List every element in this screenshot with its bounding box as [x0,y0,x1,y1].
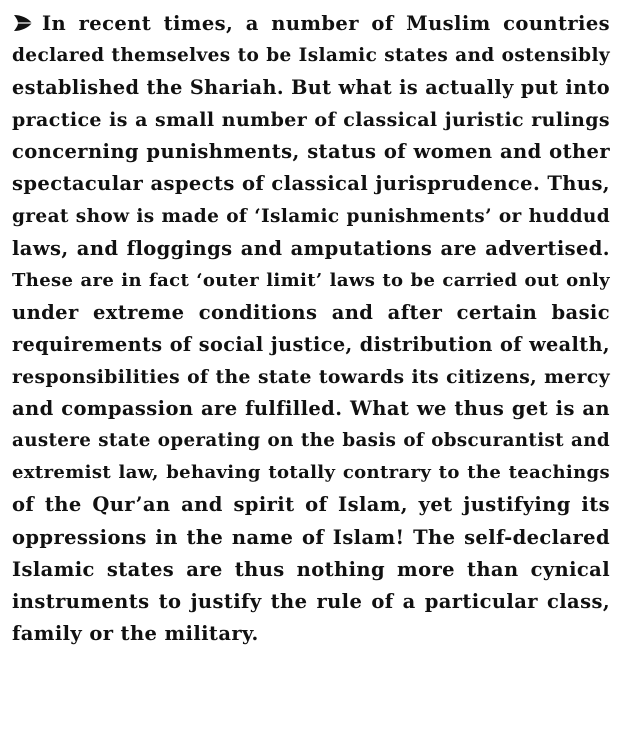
text-line: under extreme conditions and after certain basic [12,300,610,324]
text-line [12,8,610,40]
text-line: family or the military. [12,621,259,645]
text-line: of the Qur’an and spirit of Islam, yet justifying its [12,493,610,517]
text-line: practice is a small number of classical juristic rulings [12,109,610,132]
text-line: laws, and floggings and amputations are advertised. [12,236,610,260]
text-line: These are in fact ‘outer limit’ laws to be carried out only [12,269,610,291]
text-line: oppressions in the name of Islam! The self-declared [12,525,610,549]
text-line: concerning punishments, status of women and other [12,140,610,164]
text-line: extremist law, behaving totally contrary to the teachings [12,462,610,484]
text-line: responsibilities of the state towards its citizens, mercy [12,366,610,389]
text-line: and compassion are fulfilled. What we thus get is an [12,397,610,421]
text-line: great show is made of ‘Islamic punishments’ or huddud [12,205,610,227]
text-line: requirements of social justice, distribution of wealth, [12,332,610,356]
text-line: spectacular aspects of classical jurisprudence. Thus, [12,172,610,196]
paragraph [12,8,610,650]
leaf-bullet-icon [12,14,34,32]
text-line: Islamic states are thus nothing more than cynical [12,557,610,581]
text-line: established the Shariah. But what is actually put into [12,76,610,100]
text-line: declared themselves to be Islamic states and ostensibly [12,45,610,67]
text-line: instruments to justify the rule of a particular class, [12,589,610,613]
text-line-content: In recent times, a number of Muslim countries [42,12,610,35]
text-line: austere state operating on the basis of obscurantist and [12,430,610,452]
